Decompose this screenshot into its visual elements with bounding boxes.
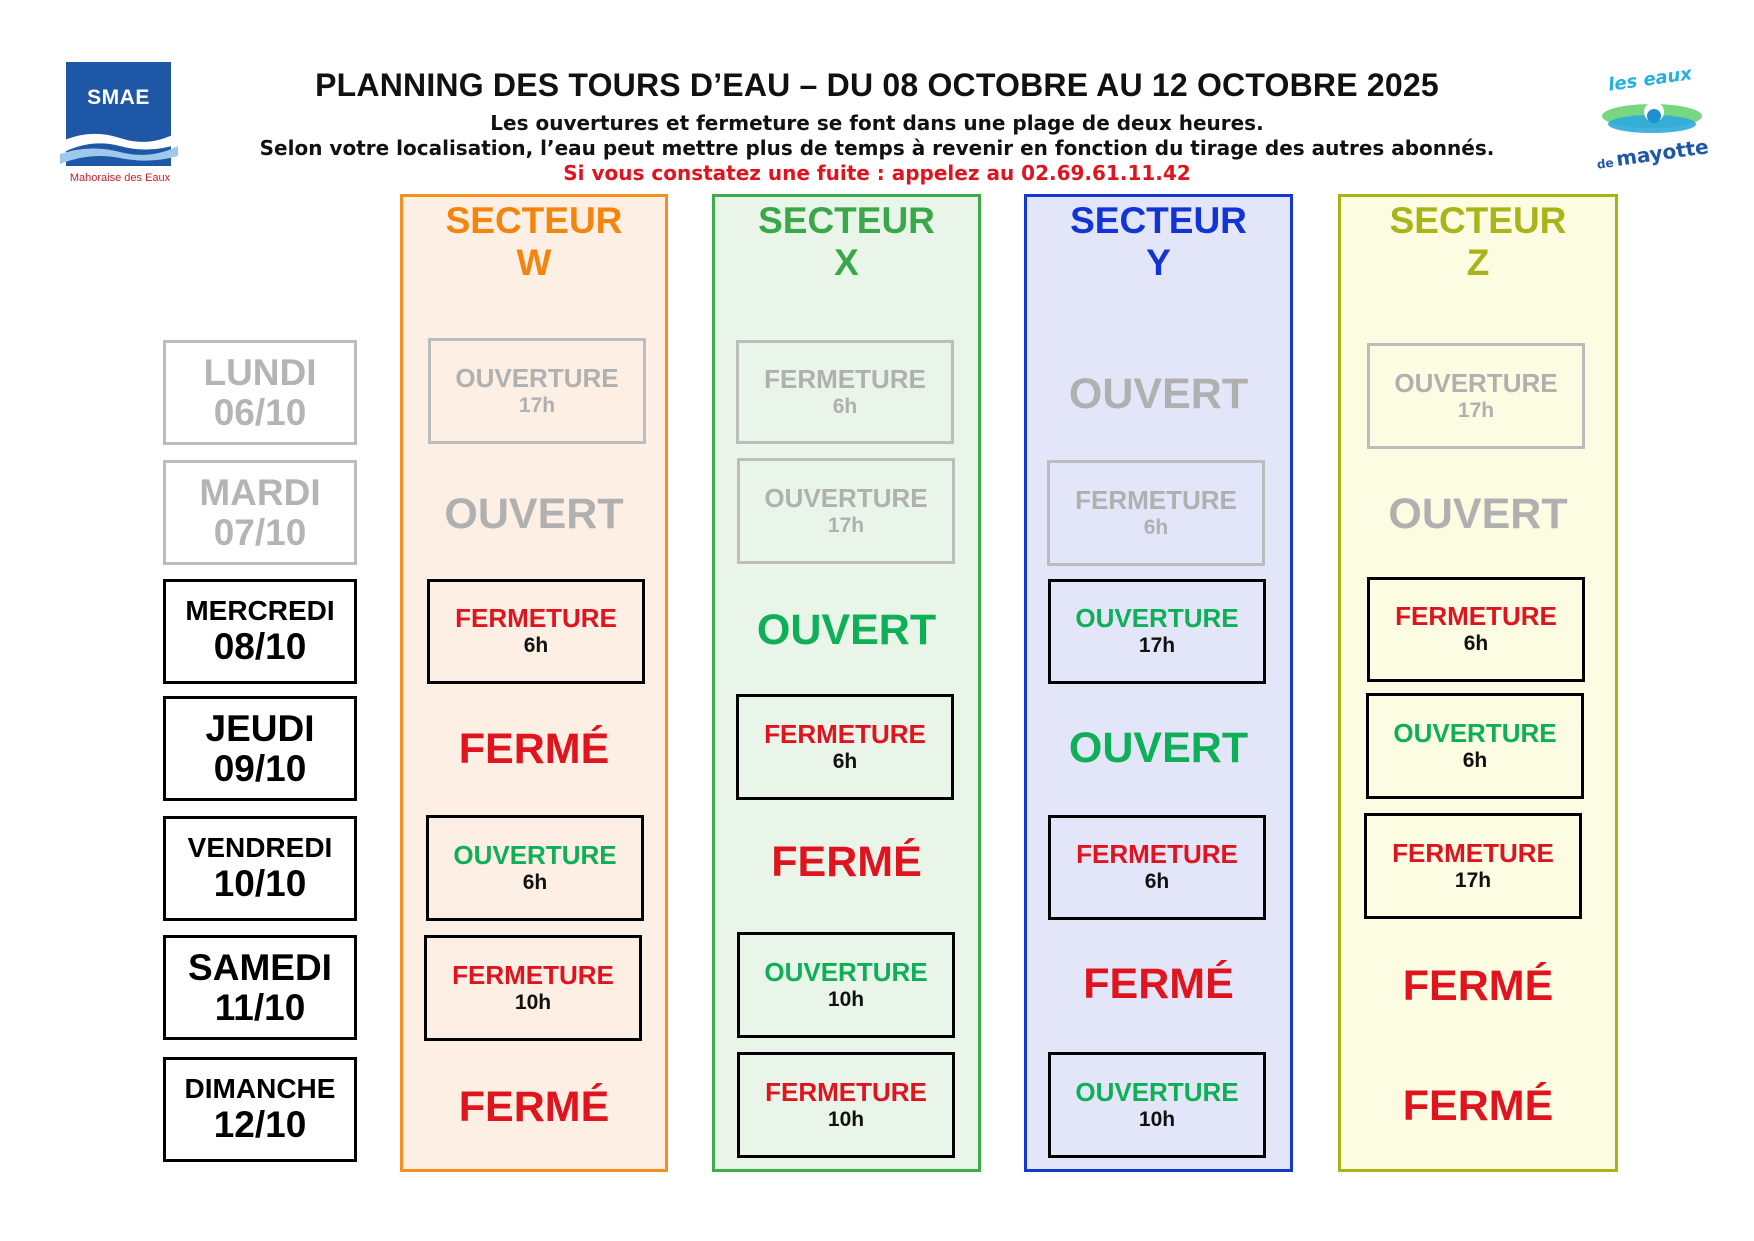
- event-box: [426, 815, 644, 921]
- day-date: 12/10: [213, 1103, 307, 1145]
- event-box: [1047, 460, 1265, 566]
- event-time: 10h: [1138, 1107, 1176, 1131]
- sector-x-title: [712, 200, 981, 284]
- day-box-lundi: [163, 340, 357, 445]
- day-name: VENDREDI: [187, 832, 333, 864]
- event-time: 6h: [832, 749, 858, 773]
- event-label: OUVERTURE: [764, 956, 928, 987]
- event-label: OUVERTURE: [455, 362, 619, 393]
- day-name: MERCREDI: [185, 595, 335, 627]
- smae-logo-text: SMAE: [87, 86, 150, 109]
- day-box-vendredi: [163, 816, 357, 921]
- state-closed: FERMÉ: [771, 838, 922, 886]
- day-date: 09/10: [213, 747, 307, 789]
- info-line-1: Les ouvertures et fermeture se font dans une plage de deux heures.: [490, 111, 1264, 135]
- event-box: [737, 1052, 955, 1158]
- event-box: [424, 935, 642, 1041]
- day-box-samedi: [163, 935, 357, 1040]
- event-time: 10h: [827, 987, 865, 1011]
- event-time: 17h: [1454, 868, 1492, 892]
- event-box: [1048, 1052, 1266, 1158]
- day-date: 10/10: [213, 862, 307, 904]
- sector-z-column: [1338, 194, 1618, 1172]
- page-title: PLANNING DES TOURS D’EAU – DU 08 OCTOBRE AU 12 OCTOBRE 2025: [315, 67, 1439, 103]
- event-time: 6h: [1143, 515, 1169, 539]
- event-box: [1048, 579, 1266, 684]
- event-box: [737, 932, 955, 1038]
- day-date: 07/10: [213, 511, 307, 553]
- info-line-2: Selon votre localisation, l’eau peut mettre plus de temps à revenir en fonction du tirage des autres abonnés.: [259, 136, 1495, 160]
- smae-logo-caption: Mahoraise des Eaux: [69, 172, 171, 184]
- day-name: LUNDI: [203, 351, 317, 393]
- event-label: FERMETURE: [1076, 839, 1238, 870]
- event-box: [1366, 693, 1584, 799]
- event-label: FERMETURE: [1075, 484, 1237, 515]
- event-box: [1367, 343, 1585, 449]
- day-date: 06/10: [213, 391, 307, 433]
- event-box: [1048, 815, 1266, 920]
- event-label: FERMETURE: [452, 959, 614, 990]
- state-open: OUVERT: [444, 490, 624, 538]
- event-box: [1364, 813, 1582, 919]
- sector-y-title: [1024, 200, 1293, 284]
- event-time: 6h: [1144, 870, 1170, 894]
- event-label: FERMETURE: [1392, 837, 1554, 868]
- event-box: [737, 458, 955, 564]
- event-time: 6h: [1463, 632, 1489, 656]
- state-open: OUVERT: [756, 606, 937, 654]
- state-closed: FERMÉ: [1402, 962, 1554, 1010]
- state-open: OUVERT: [1068, 724, 1249, 772]
- event-label: FERMETURE: [765, 1076, 927, 1107]
- event-time: 6h: [522, 870, 548, 894]
- sector-w-title-line1: SECTEUR: [445, 200, 623, 241]
- sector-x-title-letter: X: [834, 242, 859, 283]
- event-label: FERMETURE: [1395, 601, 1557, 632]
- event-time: 17h: [1138, 634, 1176, 658]
- event-box: [736, 340, 954, 444]
- event-label: OUVERTURE: [1075, 603, 1239, 634]
- state-closed: FERMÉ: [458, 725, 610, 773]
- eaux-logo-mayotte: mayotte: [1614, 134, 1711, 171]
- state-open: OUVERT: [1068, 370, 1249, 418]
- event-label: OUVERTURE: [1393, 717, 1557, 748]
- state-closed: FERMÉ: [458, 1083, 610, 1131]
- event-label: OUVERTURE: [1075, 1076, 1239, 1107]
- event-time: 17h: [518, 393, 556, 417]
- day-box-mardi: [163, 460, 357, 565]
- sector-z-title-line1: SECTEUR: [1389, 200, 1567, 241]
- event-box: [427, 579, 645, 684]
- event-box: [736, 694, 954, 800]
- event-time: 6h: [523, 634, 549, 658]
- sector-y-title-line1: SECTEUR: [1070, 200, 1247, 241]
- day-name: MARDI: [199, 471, 321, 513]
- state-closed: FERMÉ: [1083, 960, 1234, 1008]
- sector-z-title-letter: Z: [1466, 242, 1490, 283]
- day-name: DIMANCHE: [184, 1073, 336, 1105]
- state-open: OUVERT: [1388, 490, 1568, 538]
- event-time: 6h: [832, 394, 858, 418]
- event-box: [1367, 577, 1585, 682]
- day-box-jeudi: [163, 696, 357, 801]
- eaux-logo-de: de: [1595, 155, 1615, 172]
- day-box-dimanche: [163, 1057, 357, 1162]
- event-label: FERMETURE: [455, 603, 617, 634]
- sector-w-title-letter: W: [516, 242, 552, 283]
- event-label: OUVERTURE: [453, 839, 617, 870]
- event-label: OUVERTURE: [1394, 367, 1558, 398]
- sector-z-title: [1338, 200, 1618, 284]
- sector-y-title-letter: Y: [1146, 242, 1171, 283]
- event-box: [428, 338, 646, 444]
- day-name: SAMEDI: [188, 946, 332, 988]
- event-label: FERMETURE: [764, 363, 926, 394]
- day-date: 11/10: [214, 986, 306, 1028]
- leak-phone-line: Si vous constatez une fuite : appelez au 02.69.61.11.42: [563, 161, 1191, 185]
- event-time: 10h: [514, 990, 552, 1014]
- event-time: 17h: [827, 513, 865, 537]
- sector-x-title-line1: SECTEUR: [758, 200, 935, 241]
- event-label: FERMETURE: [764, 718, 926, 749]
- sector-w-title: [400, 200, 668, 284]
- event-label: OUVERTURE: [764, 482, 928, 513]
- day-name: JEUDI: [205, 707, 315, 749]
- event-time: 10h: [827, 1107, 865, 1131]
- day-box-mercredi: [163, 579, 357, 684]
- day-date: 08/10: [213, 625, 307, 667]
- event-time: 6h: [1462, 748, 1488, 772]
- event-time: 17h: [1457, 398, 1495, 422]
- state-closed: FERMÉ: [1402, 1082, 1554, 1130]
- eaux-logo-top: les eaux: [1606, 63, 1694, 96]
